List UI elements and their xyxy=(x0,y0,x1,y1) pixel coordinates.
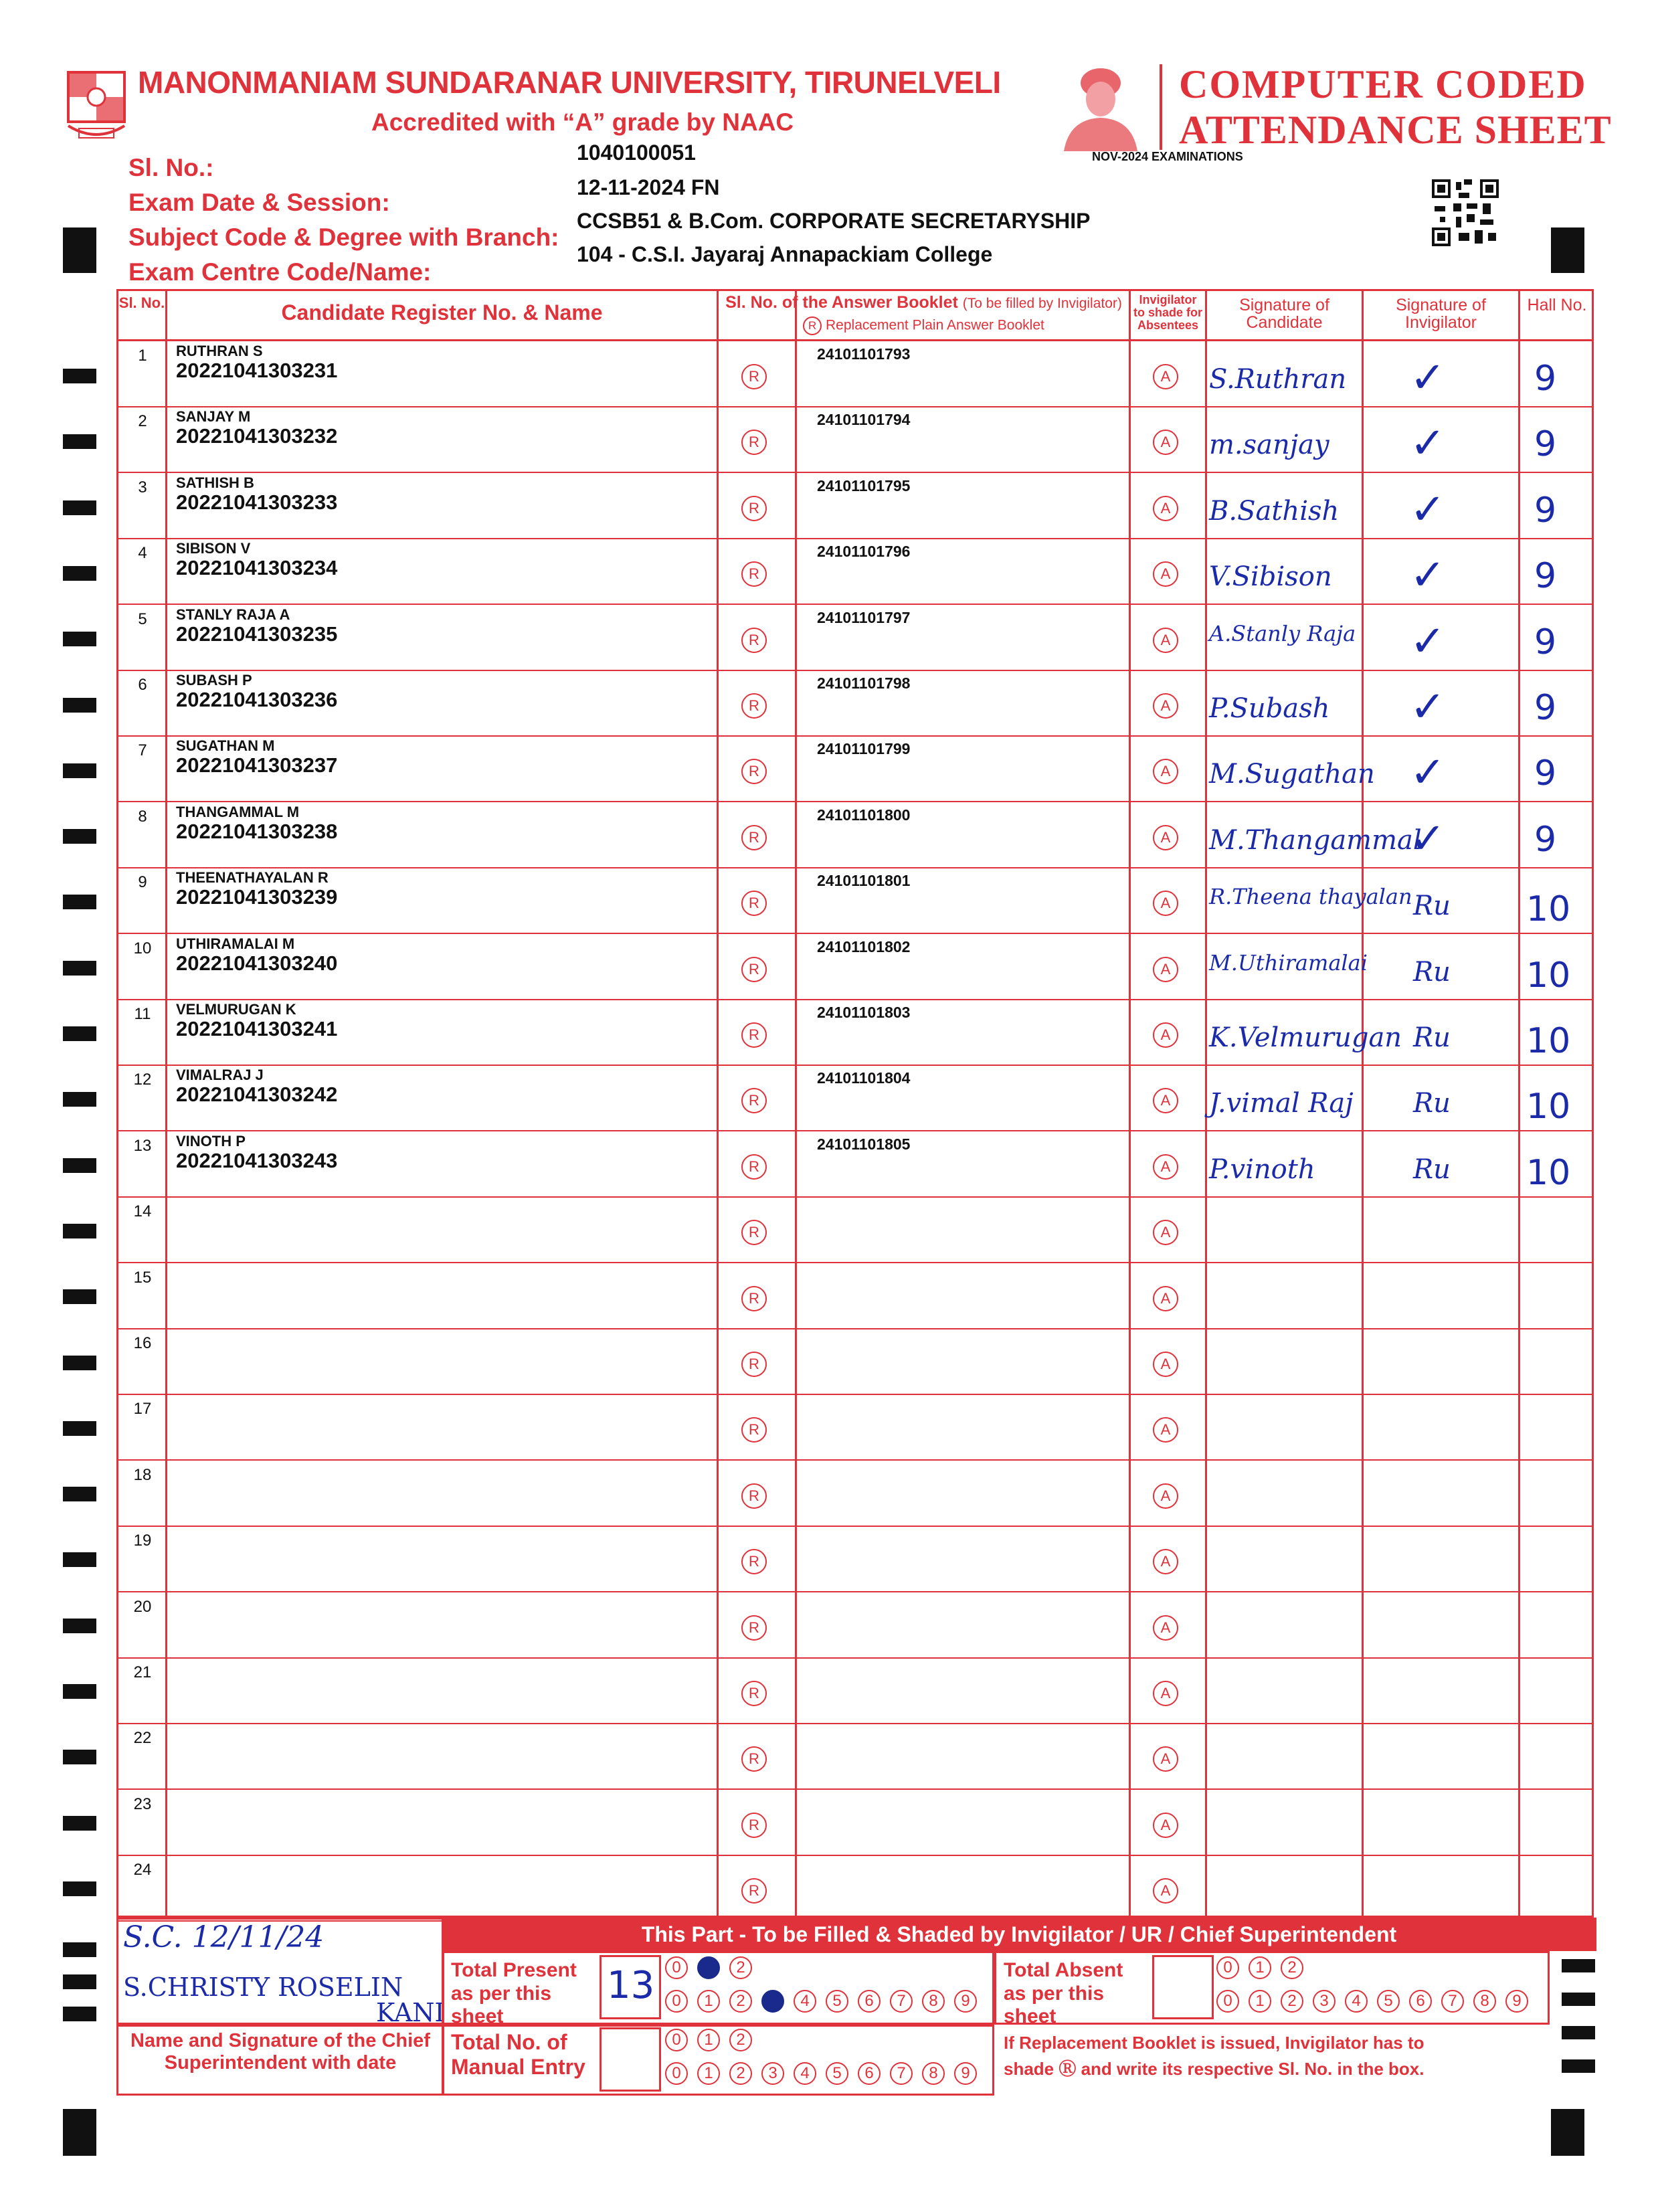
unit-digit-bubble[interactable]: 0 xyxy=(665,2062,688,2085)
table-row xyxy=(118,1592,1592,1659)
university-name: MANONMANIAM SUNDARANAR UNIVERSITY, TIRUNELVELI xyxy=(138,65,1001,100)
replacement-bubble[interactable]: R xyxy=(741,1813,767,1838)
tens-digit-bubble[interactable]: 0 xyxy=(1216,1956,1239,1979)
header-absent-1: Invigilator xyxy=(1139,293,1197,306)
booklet-no[interactable]: 24101101800 xyxy=(817,806,911,824)
row-sl-no: 6 xyxy=(138,676,147,694)
timing-mark xyxy=(63,1942,96,1957)
booklet-no[interactable]: 24101101799 xyxy=(817,740,911,758)
unit-digit-bubble[interactable]: 5 xyxy=(826,2062,848,2085)
manual-entry-box[interactable] xyxy=(600,2027,661,2092)
header-booklet-title: Sl. No. of the Answer Booklet xyxy=(725,293,958,312)
replacement-bubble[interactable]: R xyxy=(741,1878,767,1904)
replacement-bubble[interactable]: R xyxy=(741,1681,767,1706)
absentee-bubble[interactable]: A xyxy=(1153,957,1178,982)
absentee-bubble[interactable]: A xyxy=(1153,1549,1178,1574)
invigilator-signature: ✓ xyxy=(1410,814,1446,864)
header-absent-2: to shade for xyxy=(1133,305,1202,319)
table-row xyxy=(118,1855,1592,1922)
tens-digit-bubble[interactable]: 1 xyxy=(1249,1956,1271,1979)
candidate-signature: m.sanjay xyxy=(1209,430,1329,461)
hall-no: 10 xyxy=(1526,1021,1571,1061)
replacement-bubble[interactable]: R xyxy=(741,430,767,455)
replacement-bubble[interactable]: R xyxy=(741,1220,767,1245)
unit-digit-bubble[interactable]: 0 xyxy=(665,1990,688,2013)
candidate-reg-no: 20221041303241 xyxy=(176,1017,338,1040)
candidate-signature: K.Velmurugan xyxy=(1209,1022,1402,1053)
absentee-bubble[interactable]: A xyxy=(1153,561,1178,587)
unit-digit-bubble[interactable]: 2 xyxy=(729,1990,752,2013)
hall-no: 10 xyxy=(1526,1152,1571,1193)
sheet-title-line-1: COMPUTER CODED xyxy=(1179,62,1587,106)
tens-digit-bubble[interactable]: 2 xyxy=(1281,1956,1303,1979)
invigilator-signature: ✓ xyxy=(1410,682,1446,732)
header-booklet xyxy=(719,294,1129,311)
invigilator-signature: ✓ xyxy=(1410,551,1446,601)
subject-value: CCSB51 & B.Com. CORPORATE SECRETARYSHIP xyxy=(577,209,1091,233)
row-sl-no: 5 xyxy=(138,610,147,628)
table-row xyxy=(118,1000,1592,1066)
table-row xyxy=(118,1790,1592,1856)
timing-mark xyxy=(63,1289,96,1304)
row-sl-no: 24 xyxy=(133,1861,152,1879)
timing-mark xyxy=(63,1552,96,1567)
timing-mark xyxy=(63,1750,96,1764)
sl-no-label: Sl. No.: xyxy=(128,154,214,181)
absentee-bubble[interactable]: A xyxy=(1153,364,1178,389)
total-present-value: 13 xyxy=(607,1964,655,2007)
hall-no: 9 xyxy=(1534,622,1557,662)
corner-mark xyxy=(1551,227,1584,273)
timing-mark xyxy=(63,961,96,976)
timing-mark xyxy=(1562,2059,1595,2073)
header-sl-no: Sl. No. xyxy=(118,294,165,311)
absentee-bubble[interactable]: A xyxy=(1153,1417,1178,1443)
tens-digit-bubble[interactable]: 0 xyxy=(665,2029,688,2051)
invigilator-signature: Ru xyxy=(1413,1022,1451,1053)
table-row xyxy=(118,1329,1592,1395)
unit-digit-bubble[interactable]: 1 xyxy=(697,2062,720,2085)
row-sl-no: 20 xyxy=(133,1597,152,1616)
row-sl-no: 16 xyxy=(133,1334,152,1352)
exam-date-value: 12-11-2024 FN xyxy=(577,175,720,199)
hall-no: 9 xyxy=(1534,753,1557,794)
row-sl-no: 2 xyxy=(138,412,147,431)
exam-date-label: Exam Date & Session: xyxy=(128,189,390,216)
candidate-signature: B.Sathish xyxy=(1209,495,1340,527)
unit-digit-bubble[interactable]: 1 xyxy=(1249,1990,1271,2013)
unit-digit-bubble[interactable]: 4 xyxy=(794,2062,816,2085)
replacement-bubble[interactable]: R xyxy=(741,1615,767,1641)
invigilator-signature: ✓ xyxy=(1410,616,1446,666)
candidate-name: SUBASH P xyxy=(176,672,252,688)
table-row xyxy=(118,605,1592,671)
table-row xyxy=(118,1197,1592,1263)
unit-digit-bubble[interactable]: 8 xyxy=(922,2062,945,2085)
candidate-reg-no: 20221041303235 xyxy=(176,622,338,646)
row-sl-no: 8 xyxy=(138,807,147,826)
booklet-no[interactable]: 24101101802 xyxy=(817,937,911,955)
unit-digit-bubble[interactable]: 3 xyxy=(1313,1990,1336,2013)
unit-digit-bubble[interactable]: 2 xyxy=(729,2062,752,2085)
row-sl-no: 11 xyxy=(134,1005,151,1023)
total-present-box[interactable] xyxy=(600,1955,661,2019)
replacement-note: If Replacement Booklet is issued, Invigilator has to shade Ⓡ and write its respective Sl. No. in the box. xyxy=(1004,2033,1425,2079)
sheet-title-line-2: ATTENDANCE SHEET xyxy=(1179,108,1612,152)
booklet-no[interactable]: 24101101793 xyxy=(817,345,911,363)
timing-mark xyxy=(63,632,96,646)
accreditation: Accredited with “A” grade by NAAC xyxy=(371,108,794,136)
candidate-reg-no: 20221041303240 xyxy=(176,951,338,975)
attendance-table xyxy=(116,289,1594,1918)
sl-no-value: 1040100051 xyxy=(577,141,696,165)
row-sl-no: 13 xyxy=(133,1136,152,1155)
absentee-bubble[interactable]: A xyxy=(1153,496,1178,521)
hall-no: 10 xyxy=(1526,1087,1571,1127)
qr-code xyxy=(1432,178,1499,248)
table-row xyxy=(118,539,1592,605)
row-sl-no: 10 xyxy=(133,939,152,957)
table-row xyxy=(118,1526,1592,1592)
absentee-bubble[interactable]: A xyxy=(1153,693,1178,719)
table-row xyxy=(118,736,1592,802)
header-candidate: Candidate Register No. & Name xyxy=(281,300,603,325)
replacement-bubble[interactable]: R xyxy=(741,364,767,389)
timing-mark xyxy=(63,829,96,844)
unit-digit-bubble[interactable]: 5 xyxy=(826,1990,848,2013)
absentee-bubble[interactable]: A xyxy=(1153,825,1178,850)
total-present-label: Total Present as per this sheet xyxy=(451,1959,577,2027)
replacement-bubble[interactable]: R xyxy=(741,1022,767,1048)
timing-mark xyxy=(63,566,96,581)
table-row xyxy=(118,341,1592,407)
candidate-signature: V.Sibison xyxy=(1209,561,1332,593)
chief-initials: S.C. 12/11/24 xyxy=(123,1920,325,1954)
candidate-name: THANGAMMAL M xyxy=(176,803,300,820)
timing-mark xyxy=(63,895,96,909)
candidate-name: STANLY RAJA A xyxy=(176,606,290,623)
header-sig-candidate: Signature of Candidate xyxy=(1239,296,1329,333)
absentee-bubble[interactable]: A xyxy=(1153,891,1178,916)
university-logo xyxy=(64,70,128,143)
hall-no: 10 xyxy=(1526,955,1571,996)
table-row xyxy=(118,407,1592,473)
tens-digit-bubble[interactable]: 1 xyxy=(697,2029,720,2051)
unit-digit-bubble[interactable]: 9 xyxy=(1505,1990,1528,2013)
absentee-bubble[interactable]: A xyxy=(1153,1681,1178,1706)
unit-digit-bubble[interactable]: 4 xyxy=(794,1990,816,2013)
timing-mark xyxy=(63,1619,96,1633)
tens-digit-bubble[interactable]: 2 xyxy=(729,1956,752,1979)
timing-mark xyxy=(63,1421,96,1436)
candidate-signature: A.Stanly Raja xyxy=(1209,620,1356,646)
invigilator-signature: ✓ xyxy=(1410,353,1446,403)
timing-mark xyxy=(1562,1993,1595,2006)
header-divider xyxy=(1160,64,1162,150)
booklet-no[interactable]: 24101101803 xyxy=(817,1004,911,1021)
row-sl-no: 12 xyxy=(133,1071,152,1089)
table-row xyxy=(118,934,1592,1000)
invigilator-signature: ✓ xyxy=(1410,748,1446,798)
unit-digit-bubble[interactable]: 3 xyxy=(761,1990,784,2013)
row-sl-no: 14 xyxy=(133,1202,152,1221)
candidate-reg-no: 20221041303231 xyxy=(176,359,338,382)
row-sl-no: 1 xyxy=(138,347,147,365)
row-sl-no: 15 xyxy=(133,1268,152,1287)
candidate-name: SIBISON V xyxy=(176,540,251,557)
candidate-reg-no: 20221041303237 xyxy=(176,753,338,777)
replacement-bubble[interactable]: R xyxy=(741,693,767,719)
table-row xyxy=(118,868,1592,934)
tens-digit-bubble[interactable]: 2 xyxy=(729,2029,752,2051)
candidate-signature: M.Thangammal xyxy=(1209,824,1422,856)
unit-digit-bubble[interactable]: 9 xyxy=(954,2062,977,2085)
unit-digit-bubble[interactable]: 6 xyxy=(1409,1990,1432,2013)
timing-mark xyxy=(1562,1959,1595,1972)
candidate-reg-no: 20221041303234 xyxy=(176,556,338,580)
header-booklet-note: (To be filled by Invigilator) xyxy=(962,296,1122,311)
header-sig-invigilator: Signature of Invigilator xyxy=(1396,296,1486,333)
candidate-name: SATHISH B xyxy=(176,474,254,491)
exam-tag: NOV-2024 EXAMINATIONS xyxy=(1092,150,1243,163)
total-absent-label: Total Absent as per this sheet xyxy=(1004,1959,1123,2027)
header-absentees xyxy=(1131,294,1205,332)
candidate-name: UTHIRAMALAI M xyxy=(176,935,295,952)
table-row xyxy=(118,473,1592,539)
unit-digit-bubble[interactable]: 7 xyxy=(1441,1990,1464,2013)
row-sl-no: 3 xyxy=(138,478,147,496)
row-sl-no: 21 xyxy=(133,1663,152,1681)
replacement-bubble[interactable]: R xyxy=(741,1352,767,1377)
candidate-signature: M.Uthiramalai xyxy=(1209,949,1368,976)
timing-mark xyxy=(63,369,96,383)
timing-mark xyxy=(63,1881,96,1896)
row-sl-no: 7 xyxy=(138,741,147,760)
replacement-bubble[interactable]: R xyxy=(741,957,767,982)
timing-mark xyxy=(1562,2026,1595,2039)
header-hall: Hall No. xyxy=(1527,296,1587,314)
timing-mark xyxy=(63,500,96,515)
table-row xyxy=(118,802,1592,868)
timing-mark xyxy=(63,1026,96,1041)
centre-label: Exam Centre Code/Name: xyxy=(128,258,432,286)
timing-mark xyxy=(63,763,96,778)
invigilator-signature: ✓ xyxy=(1410,484,1446,535)
footer-banner: This Part - To be Filled & Shaded by Invigilator / UR / Chief Superintendent xyxy=(442,1918,1596,1951)
candidate-reg-no: 20221041303239 xyxy=(176,885,338,909)
unit-digit-bubble[interactable]: 5 xyxy=(1377,1990,1400,2013)
absentee-bubble[interactable]: A xyxy=(1153,1088,1178,1113)
unit-digit-bubble[interactable]: 4 xyxy=(1345,1990,1368,2013)
booklet-no[interactable]: 24101101798 xyxy=(817,674,911,692)
hall-no: 9 xyxy=(1534,490,1557,531)
replacement-bubble[interactable]: R xyxy=(741,1549,767,1574)
table-row xyxy=(118,670,1592,737)
corner-mark xyxy=(1551,2109,1584,2156)
absentee-bubble[interactable]: A xyxy=(1153,1022,1178,1048)
row-sl-no: 22 xyxy=(133,1729,152,1748)
timing-mark xyxy=(63,1356,96,1370)
candidate-signature: R.Theena thayalan xyxy=(1209,884,1412,910)
replacement-bubble[interactable]: R xyxy=(741,1746,767,1772)
table-row xyxy=(118,1461,1592,1527)
candidate-reg-no: 20221041303236 xyxy=(176,688,338,711)
booklet-no[interactable]: 24101101797 xyxy=(817,608,911,626)
unit-digit-bubble[interactable]: 0 xyxy=(1216,1990,1239,2013)
absentee-bubble[interactable]: A xyxy=(1153,1352,1178,1377)
hall-no: 9 xyxy=(1534,819,1557,860)
row-sl-no: 9 xyxy=(138,873,147,892)
booklet-no[interactable]: 24101101795 xyxy=(817,476,911,494)
hall-no: 9 xyxy=(1534,424,1557,465)
candidate-name: SUGATHAN M xyxy=(176,737,275,755)
candidate-reg-no: 20221041303243 xyxy=(176,1148,338,1172)
timing-mark xyxy=(63,1224,96,1238)
absentee-bubble[interactable]: A xyxy=(1153,1746,1178,1772)
absentee-bubble[interactable]: A xyxy=(1153,1286,1178,1311)
unit-digit-bubble[interactable]: 3 xyxy=(761,2062,784,2085)
chief-name-line-1: S.CHRISTY ROSELIN xyxy=(123,1972,403,2002)
chief-label: Name and Signature of the Chief Superintendent with date xyxy=(130,2030,430,2074)
candidate-reg-no: 20221041303238 xyxy=(176,819,338,843)
replacement-bubble[interactable]: R xyxy=(741,1088,767,1113)
candidate-reg-no: 20221041303232 xyxy=(176,424,338,448)
candidate-reg-no: 20221041303242 xyxy=(176,1083,338,1107)
header-absent-3: Absentees xyxy=(1137,318,1199,332)
unit-digit-bubble[interactable]: 9 xyxy=(954,1990,977,2013)
hall-no: 9 xyxy=(1534,688,1557,728)
timing-mark xyxy=(63,1487,96,1501)
booklet-no[interactable]: 24101101804 xyxy=(817,1069,911,1087)
replacement-bubble[interactable]: R xyxy=(741,496,767,521)
table-row xyxy=(118,1263,1592,1329)
timing-mark xyxy=(63,1974,96,1989)
absentee-bubble[interactable]: A xyxy=(1153,1878,1178,1904)
row-sl-no: 18 xyxy=(133,1465,152,1484)
booklet-no[interactable]: 24101101801 xyxy=(817,872,911,890)
absentee-bubble[interactable]: A xyxy=(1153,1154,1178,1180)
table-row xyxy=(118,1065,1592,1131)
candidate-name: SANJAY M xyxy=(176,408,251,426)
candidate-name: RUTHRAN S xyxy=(176,343,263,359)
row-sl-no: 4 xyxy=(138,544,147,563)
unit-digit-bubble[interactable]: 1 xyxy=(697,1990,720,2013)
candidate-name: VELMURUGAN K xyxy=(176,1001,296,1018)
unit-digit-bubble[interactable]: 6 xyxy=(858,1990,881,2013)
timing-mark xyxy=(63,1684,96,1699)
booklet-no[interactable]: 24101101794 xyxy=(817,411,911,429)
replacement-bubble[interactable]: R xyxy=(741,1483,767,1509)
table-row xyxy=(118,1724,1592,1790)
tens-digit-bubble[interactable]: 1 xyxy=(697,1956,720,1979)
replacement-bubble[interactable]: R xyxy=(741,825,767,850)
centre-value: 104 - C.S.I. Jayaraj Annapackiam College xyxy=(577,242,993,266)
candidate-reg-no: 20221041303233 xyxy=(176,490,338,514)
timing-mark xyxy=(63,2007,96,2021)
timing-mark xyxy=(63,1816,96,1831)
candidate-name: VIMALRAJ J xyxy=(176,1067,264,1084)
hall-no: 9 xyxy=(1534,359,1557,399)
founder-portrait xyxy=(1057,60,1144,151)
candidate-signature: P.vinoth xyxy=(1209,1154,1315,1185)
manual-entry-label: Total No. of Manual Entry xyxy=(451,2030,585,2079)
booklet-no[interactable]: 24101101796 xyxy=(817,543,911,561)
timing-mark xyxy=(63,698,96,713)
header-replacement xyxy=(719,316,1129,335)
unit-digit-bubble[interactable]: 8 xyxy=(922,1990,945,2013)
candidate-name: THEENATHAYALAN R xyxy=(176,869,329,887)
timing-mark xyxy=(63,434,96,449)
candidate-signature: J.vimal Raj xyxy=(1209,1088,1354,1119)
invigilator-signature: Ru xyxy=(1413,956,1451,988)
absentee-bubble[interactable]: A xyxy=(1153,1483,1178,1509)
unit-digit-bubble[interactable]: 6 xyxy=(858,2062,881,2085)
absentee-bubble[interactable]: A xyxy=(1153,1220,1178,1245)
absentee-bubble[interactable]: A xyxy=(1153,628,1178,653)
absentee-bubble[interactable]: A xyxy=(1153,430,1178,455)
hall-no: 10 xyxy=(1526,889,1571,930)
invigilator-signature: Ru xyxy=(1413,1088,1451,1119)
replacement-bubble[interactable]: R xyxy=(741,561,767,587)
header-replacement-label: Replacement Plain Answer Booklet xyxy=(826,317,1044,333)
table-row xyxy=(118,1131,1592,1198)
booklet-no[interactable]: 24101101805 xyxy=(817,1135,911,1153)
row-sl-no: 19 xyxy=(133,1532,152,1550)
table-row xyxy=(118,1394,1592,1461)
replacement-bubble[interactable]: R xyxy=(741,759,767,784)
total-absent-box[interactable] xyxy=(1152,1955,1214,2019)
hall-no: 9 xyxy=(1534,556,1557,597)
corner-mark xyxy=(63,227,96,273)
replacement-bubble[interactable]: R xyxy=(741,891,767,916)
absentee-bubble[interactable]: A xyxy=(1153,1615,1178,1641)
unit-digit-bubble[interactable]: 7 xyxy=(890,2062,913,2085)
invigilator-signature: Ru xyxy=(1413,891,1451,922)
candidate-signature: P.Subash xyxy=(1209,693,1330,724)
subject-label: Subject Code & Degree with Branch: xyxy=(128,223,559,251)
unit-digit-bubble[interactable]: 8 xyxy=(1473,1990,1496,2013)
chief-name-line-2: KANI xyxy=(376,1998,445,2027)
timing-mark xyxy=(63,1092,96,1107)
timing-mark xyxy=(63,1158,96,1173)
candidate-name: VINOTH P xyxy=(176,1132,246,1149)
table-row xyxy=(118,1658,1592,1724)
replacement-bubble[interactable]: R xyxy=(741,628,767,653)
replacement-bubble[interactable]: R xyxy=(741,1154,767,1180)
tens-digit-bubble[interactable]: 0 xyxy=(665,1956,688,1979)
replacement-r-icon: R xyxy=(803,316,822,335)
invigilator-signature: ✓ xyxy=(1410,419,1446,469)
absentee-bubble[interactable]: A xyxy=(1153,1813,1178,1838)
candidate-signature: S.Ruthran xyxy=(1209,364,1347,395)
row-sl-no: 17 xyxy=(133,1400,152,1418)
invigilator-signature: Ru xyxy=(1413,1154,1451,1185)
unit-digit-bubble[interactable]: 2 xyxy=(1281,1990,1303,2013)
replacement-bubble[interactable]: R xyxy=(741,1417,767,1443)
candidate-signature: M.Sugathan xyxy=(1209,759,1375,790)
row-sl-no: 23 xyxy=(133,1794,152,1813)
absentee-bubble[interactable]: A xyxy=(1153,759,1178,784)
corner-mark xyxy=(63,2109,96,2156)
replacement-bubble[interactable]: R xyxy=(741,1286,767,1311)
unit-digit-bubble[interactable]: 7 xyxy=(890,1990,913,2013)
